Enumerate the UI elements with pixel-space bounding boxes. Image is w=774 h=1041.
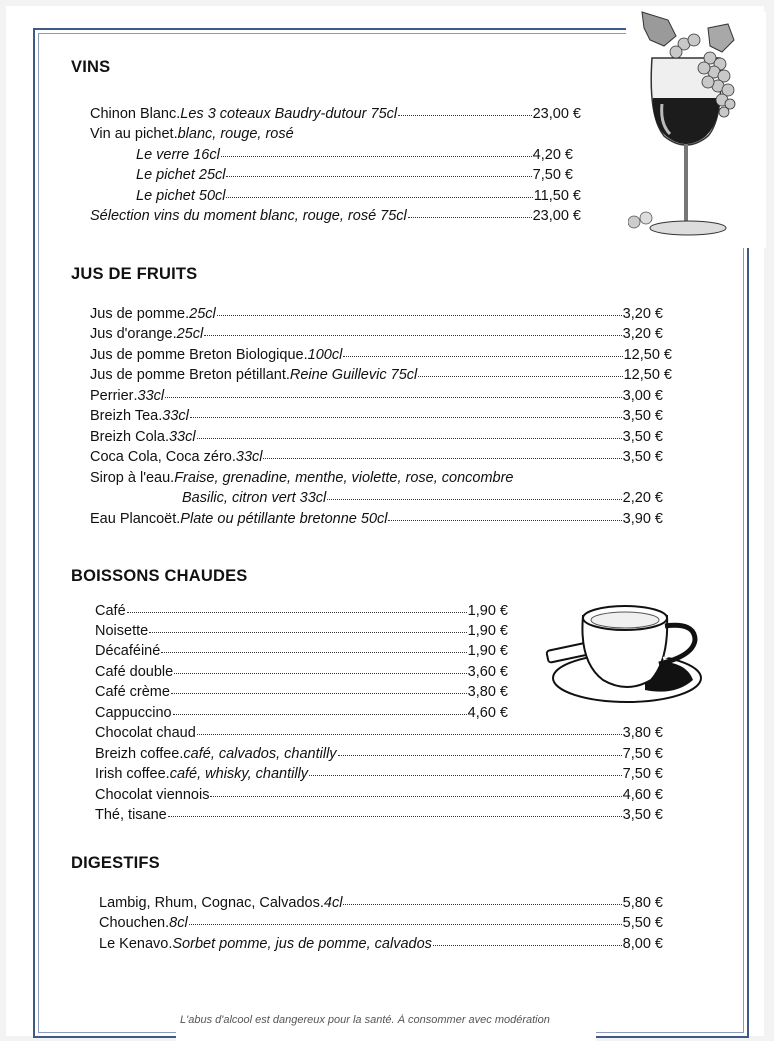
menu-item: Sirop à l'eau . Fraise, grenadine, menthe, violette, rose, concombre <box>90 470 514 486</box>
leader-dots <box>161 651 466 653</box>
leader-dots <box>309 774 622 776</box>
leader-dots <box>408 216 532 218</box>
leader-dots <box>263 457 621 459</box>
menu-item: Le pichet 50cl 11,50 € <box>136 188 581 204</box>
menu-item: Lambig, Rhum, Cognac, Calvados . 4cl 5,80 € <box>99 895 663 911</box>
menu-item: Irish coffee . café, whisky, chantilly 7,50 € <box>95 766 663 782</box>
menu-item: Breizh Tea . 33cl 3,50 € <box>90 408 663 424</box>
section-title-boissons-chaudes: BOISSONS CHAUDES <box>71 567 248 585</box>
leader-dots <box>217 314 622 316</box>
leader-dots <box>173 713 467 715</box>
leader-dots <box>127 611 467 613</box>
leader-dots <box>174 672 466 674</box>
menu-item: Sélection vins du moment blanc, rouge, rosé 75cl 23,00 € <box>90 208 581 224</box>
leader-dots <box>165 396 622 398</box>
leader-dots <box>171 692 467 694</box>
menu-item: Basilic, citron vert 33cl 2,20 € <box>182 490 663 506</box>
leader-dots <box>210 795 621 797</box>
menu-item: Perrier . 33cl 3,00 € <box>90 388 663 404</box>
menu-item: Chocolat viennois 4,60 € <box>95 787 663 803</box>
menu-item: Breizh Cola . 33cl 3,50 € <box>90 429 663 445</box>
menu-item: Chinon Blanc . Les 3 coteaux Baudry-dutour 75cl 23,00 € <box>90 106 581 122</box>
menu-item: Chouchen . 8cl 5,50 € <box>99 915 663 931</box>
leader-dots <box>197 733 622 735</box>
leader-dots <box>226 175 531 177</box>
menu-item: Le Kenavo . Sorbet pomme, jus de pomme, calvados 8,00 € <box>99 936 663 952</box>
leader-dots <box>327 498 621 500</box>
leader-dots <box>418 375 622 377</box>
menu-item: Cappuccino 4,60 € <box>95 705 508 721</box>
section-title-digestifs: DIGESTIFS <box>71 854 160 872</box>
leader-dots <box>343 903 621 905</box>
menu-item: Jus d'orange . 25cl 3,20 € <box>90 326 663 342</box>
leader-dots <box>433 944 622 946</box>
menu-item: Le verre 16cl 4,20 € <box>136 147 573 163</box>
leader-dots <box>149 631 466 633</box>
menu-item: Jus de pomme . 25cl 3,20 € <box>90 306 663 322</box>
section-title-jus-de-fruits: JUS DE FRUITS <box>71 265 198 283</box>
leader-dots <box>221 155 532 157</box>
leader-dots <box>189 923 622 925</box>
coffee-cup-icon <box>545 600 705 710</box>
menu-item: Thé, tisane 3,50 € <box>95 807 663 823</box>
leader-dots <box>226 196 532 198</box>
menu-item: Eau Plancoët . Plate ou pétillante bretonne 50cl 3,90 € <box>90 511 663 527</box>
menu-item: Café double 3,60 € <box>95 664 508 680</box>
leader-dots <box>204 334 621 336</box>
menu-item: Jus de pomme Breton pétillant . Reine Guillevic 75cl 12,50 € <box>90 367 672 383</box>
menu-item: Café 1,90 € <box>95 603 508 619</box>
leader-dots <box>197 437 622 439</box>
leader-dots <box>338 754 622 756</box>
menu-item: Café crème 3,80 € <box>95 684 508 700</box>
menu-item: Chocolat chaud 3,80 € <box>95 725 663 741</box>
menu-item: Jus de pomme Breton Biologique . 100cl 12,50 € <box>90 347 672 363</box>
menu-item: Noisette 1,90 € <box>95 623 508 639</box>
wine-glass-icon <box>628 6 748 242</box>
leader-dots <box>190 416 622 418</box>
leader-dots <box>343 355 622 357</box>
section-title-vins: VINS <box>71 58 111 76</box>
alcohol-warning: L'abus d'alcool est dangereux pour la santé. À consommer avec modération <box>180 1014 550 1026</box>
menu-item: Coca Cola, Coca zéro . 33cl 3,50 € <box>90 449 663 465</box>
menu-item: Le pichet 25cl 7,50 € <box>136 167 573 183</box>
leader-dots <box>168 815 622 817</box>
menu-item: Vin au pichet . blanc, rouge, rosé <box>90 126 294 142</box>
leader-dots <box>398 114 532 116</box>
menu-item: Breizh coffee . café, calvados, chantilly 7,50 € <box>95 746 663 762</box>
menu-item: Décaféiné 1,90 € <box>95 643 508 659</box>
leader-dots <box>388 519 621 521</box>
